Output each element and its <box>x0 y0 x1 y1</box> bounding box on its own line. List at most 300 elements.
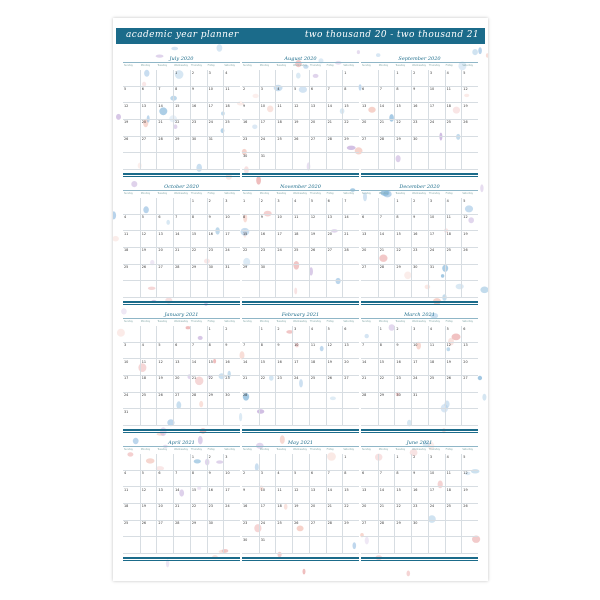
day-cell[interactable] <box>445 537 462 554</box>
day-cell[interactable]: 16 <box>223 359 240 376</box>
day-cell[interactable]: 28 <box>242 393 259 410</box>
day-cell[interactable]: 21 <box>378 504 395 521</box>
day-cell[interactable]: 30 <box>207 521 224 538</box>
day-cell[interactable]: 31 <box>259 537 276 554</box>
day-cell[interactable] <box>223 521 240 538</box>
day-cell[interactable]: 5 <box>309 198 326 215</box>
day-cell[interactable]: 1 <box>378 326 395 343</box>
day-cell[interactable] <box>445 409 462 426</box>
day-cell[interactable]: 3 <box>223 198 240 215</box>
day-cell[interactable]: 14 <box>190 359 207 376</box>
day-cell[interactable]: 12 <box>461 215 478 232</box>
day-cell[interactable]: 22 <box>259 376 276 393</box>
day-cell[interactable]: 26 <box>445 376 462 393</box>
day-cell[interactable]: 2 <box>223 326 240 343</box>
day-cell[interactable]: 4 <box>445 198 462 215</box>
day-cell[interactable] <box>242 70 259 87</box>
day-cell[interactable]: 14 <box>342 215 359 232</box>
day-cell[interactable]: 13 <box>309 103 326 120</box>
day-cell[interactable] <box>309 409 326 426</box>
day-cell[interactable]: 23 <box>411 248 428 265</box>
day-cell[interactable]: 18 <box>275 120 292 137</box>
day-cell[interactable]: 5 <box>123 87 140 104</box>
day-cell[interactable]: 8 <box>242 215 259 232</box>
day-cell[interactable]: 6 <box>309 471 326 488</box>
day-cell[interactable]: 23 <box>411 120 428 137</box>
day-cell[interactable]: 16 <box>411 103 428 120</box>
day-cell[interactable]: 29 <box>207 393 224 410</box>
day-cell[interactable] <box>445 521 462 538</box>
day-cell[interactable]: 22 <box>207 376 224 393</box>
day-cell[interactable] <box>173 326 190 343</box>
day-cell[interactable]: 8 <box>173 87 190 104</box>
day-cell[interactable]: 9 <box>411 215 428 232</box>
day-cell[interactable]: 24 <box>123 393 140 410</box>
day-cell[interactable]: 2 <box>190 70 207 87</box>
day-cell[interactable]: 13 <box>361 103 378 120</box>
day-cell[interactable]: 9 <box>223 343 240 360</box>
day-cell[interactable]: 22 <box>173 120 190 137</box>
day-cell[interactable]: 22 <box>394 504 411 521</box>
day-cell[interactable]: 11 <box>123 231 140 248</box>
day-cell[interactable]: 16 <box>394 359 411 376</box>
day-cell[interactable]: 20 <box>309 120 326 137</box>
day-cell[interactable]: 25 <box>123 265 140 282</box>
day-cell[interactable]: 13 <box>361 487 378 504</box>
day-cell[interactable] <box>156 537 173 554</box>
day-cell[interactable]: 8 <box>259 343 276 360</box>
day-cell[interactable]: 27 <box>342 376 359 393</box>
day-cell[interactable]: 19 <box>123 120 140 137</box>
day-cell[interactable]: 15 <box>378 359 395 376</box>
day-cell[interactable]: 12 <box>140 231 157 248</box>
day-cell[interactable]: 4 <box>123 215 140 232</box>
day-cell[interactable]: 31 <box>223 265 240 282</box>
day-cell[interactable]: 28 <box>378 137 395 154</box>
day-cell[interactable] <box>242 409 259 426</box>
day-cell[interactable]: 17 <box>428 231 445 248</box>
day-cell[interactable]: 2 <box>275 326 292 343</box>
day-cell[interactable]: 28 <box>326 521 343 538</box>
day-cell[interactable]: 7 <box>378 471 395 488</box>
day-cell[interactable] <box>292 409 309 426</box>
day-cell[interactable]: 6 <box>326 198 343 215</box>
day-cell[interactable] <box>394 281 411 298</box>
day-cell[interactable] <box>292 70 309 87</box>
day-cell[interactable]: 12 <box>445 343 462 360</box>
day-cell[interactable]: 15 <box>394 231 411 248</box>
day-cell[interactable]: 1 <box>394 454 411 471</box>
day-cell[interactable]: 2 <box>411 198 428 215</box>
day-cell[interactable]: 4 <box>428 326 445 343</box>
day-cell[interactable] <box>207 409 224 426</box>
day-cell[interactable]: 15 <box>190 231 207 248</box>
day-cell[interactable]: 11 <box>123 487 140 504</box>
day-cell[interactable]: 24 <box>223 248 240 265</box>
day-cell[interactable]: 10 <box>123 359 140 376</box>
day-cell[interactable]: 7 <box>242 343 259 360</box>
day-cell[interactable]: 16 <box>207 487 224 504</box>
day-cell[interactable]: 22 <box>342 120 359 137</box>
day-cell[interactable]: 31 <box>123 409 140 426</box>
day-cell[interactable]: 6 <box>156 471 173 488</box>
day-cell[interactable]: 12 <box>123 103 140 120</box>
day-cell[interactable]: 13 <box>309 487 326 504</box>
day-cell[interactable]: 13 <box>326 215 343 232</box>
day-cell[interactable] <box>361 198 378 215</box>
day-cell[interactable]: 19 <box>326 359 343 376</box>
day-cell[interactable]: 17 <box>259 120 276 137</box>
day-cell[interactable]: 28 <box>173 521 190 538</box>
day-cell[interactable]: 4 <box>275 471 292 488</box>
day-cell[interactable] <box>140 281 157 298</box>
day-cell[interactable]: 30 <box>207 265 224 282</box>
day-cell[interactable]: 18 <box>123 248 140 265</box>
day-cell[interactable]: 18 <box>428 359 445 376</box>
day-cell[interactable]: 15 <box>342 103 359 120</box>
day-cell[interactable]: 10 <box>259 103 276 120</box>
day-cell[interactable]: 6 <box>309 87 326 104</box>
day-cell[interactable]: 28 <box>326 137 343 154</box>
day-cell[interactable] <box>123 281 140 298</box>
day-cell[interactable] <box>292 265 309 282</box>
day-cell[interactable]: 29 <box>190 521 207 538</box>
day-cell[interactable]: 14 <box>326 103 343 120</box>
day-cell[interactable] <box>207 537 224 554</box>
day-cell[interactable]: 12 <box>309 215 326 232</box>
day-cell[interactable] <box>173 281 190 298</box>
day-cell[interactable]: 25 <box>123 521 140 538</box>
day-cell[interactable] <box>275 454 292 471</box>
day-cell[interactable] <box>275 70 292 87</box>
day-cell[interactable]: 22 <box>378 376 395 393</box>
day-cell[interactable]: 16 <box>411 231 428 248</box>
day-cell[interactable]: 9 <box>411 471 428 488</box>
day-cell[interactable]: 8 <box>378 343 395 360</box>
day-cell[interactable]: 10 <box>292 343 309 360</box>
day-cell[interactable]: 28 <box>378 265 395 282</box>
day-cell[interactable]: 21 <box>326 504 343 521</box>
day-cell[interactable] <box>140 153 157 170</box>
day-cell[interactable]: 26 <box>292 521 309 538</box>
day-cell[interactable]: 11 <box>275 103 292 120</box>
day-cell[interactable] <box>361 454 378 471</box>
day-cell[interactable]: 12 <box>326 343 343 360</box>
day-cell[interactable]: 18 <box>445 103 462 120</box>
day-cell[interactable] <box>140 70 157 87</box>
day-cell[interactable]: 16 <box>242 504 259 521</box>
day-cell[interactable]: 21 <box>173 504 190 521</box>
day-cell[interactable]: 28 <box>156 137 173 154</box>
day-cell[interactable]: 11 <box>445 215 462 232</box>
day-cell[interactable] <box>361 70 378 87</box>
day-cell[interactable] <box>326 454 343 471</box>
day-cell[interactable] <box>173 153 190 170</box>
day-cell[interactable]: 14 <box>173 231 190 248</box>
day-cell[interactable]: 31 <box>259 153 276 170</box>
day-cell[interactable] <box>461 393 478 410</box>
day-cell[interactable]: 5 <box>292 87 309 104</box>
day-cell[interactable]: 26 <box>140 265 157 282</box>
day-cell[interactable] <box>259 454 276 471</box>
day-cell[interactable] <box>428 281 445 298</box>
day-cell[interactable]: 20 <box>361 120 378 137</box>
day-cell[interactable]: 27 <box>361 521 378 538</box>
day-cell[interactable] <box>461 137 478 154</box>
day-cell[interactable]: 1 <box>259 326 276 343</box>
day-cell[interactable]: 8 <box>342 471 359 488</box>
day-cell[interactable]: 4 <box>123 471 140 488</box>
day-cell[interactable] <box>445 137 462 154</box>
day-cell[interactable]: 13 <box>342 343 359 360</box>
day-cell[interactable]: 13 <box>156 231 173 248</box>
day-cell[interactable]: 5 <box>140 215 157 232</box>
day-cell[interactable]: 27 <box>326 248 343 265</box>
day-cell[interactable] <box>123 537 140 554</box>
day-cell[interactable]: 25 <box>309 376 326 393</box>
day-cell[interactable]: 3 <box>428 198 445 215</box>
day-cell[interactable]: 20 <box>361 248 378 265</box>
day-cell[interactable]: 19 <box>461 231 478 248</box>
day-cell[interactable] <box>378 454 395 471</box>
day-cell[interactable] <box>461 281 478 298</box>
day-cell[interactable] <box>394 153 411 170</box>
day-cell[interactable]: 17 <box>292 359 309 376</box>
day-cell[interactable] <box>190 409 207 426</box>
day-cell[interactable]: 2 <box>411 454 428 471</box>
day-cell[interactable]: 12 <box>461 471 478 488</box>
day-cell[interactable]: 17 <box>123 376 140 393</box>
day-cell[interactable]: 6 <box>361 471 378 488</box>
day-cell[interactable] <box>378 70 395 87</box>
day-cell[interactable] <box>173 537 190 554</box>
day-cell[interactable]: 11 <box>140 359 157 376</box>
day-cell[interactable]: 11 <box>275 487 292 504</box>
day-cell[interactable] <box>326 70 343 87</box>
day-cell[interactable] <box>275 265 292 282</box>
day-cell[interactable]: 24 <box>259 137 276 154</box>
day-cell[interactable]: 1 <box>342 454 359 471</box>
day-cell[interactable]: 21 <box>342 231 359 248</box>
day-cell[interactable] <box>275 409 292 426</box>
day-cell[interactable]: 15 <box>242 231 259 248</box>
day-cell[interactable]: 30 <box>394 393 411 410</box>
day-cell[interactable]: 19 <box>140 504 157 521</box>
day-cell[interactable]: 7 <box>173 471 190 488</box>
day-cell[interactable]: 24 <box>223 504 240 521</box>
day-cell[interactable]: 18 <box>445 487 462 504</box>
day-cell[interactable]: 24 <box>292 376 309 393</box>
day-cell[interactable]: 29 <box>190 265 207 282</box>
day-cell[interactable] <box>394 409 411 426</box>
day-cell[interactable]: 27 <box>461 376 478 393</box>
day-cell[interactable]: 20 <box>342 359 359 376</box>
day-cell[interactable]: 6 <box>342 326 359 343</box>
day-cell[interactable]: 21 <box>378 120 395 137</box>
day-cell[interactable]: 7 <box>173 215 190 232</box>
day-cell[interactable]: 25 <box>140 393 157 410</box>
day-cell[interactable]: 17 <box>259 504 276 521</box>
day-cell[interactable]: 8 <box>190 215 207 232</box>
day-cell[interactable]: 17 <box>428 487 445 504</box>
day-cell[interactable]: 6 <box>173 343 190 360</box>
day-cell[interactable] <box>378 153 395 170</box>
day-cell[interactable]: 27 <box>361 265 378 282</box>
day-cell[interactable]: 25 <box>275 521 292 538</box>
day-cell[interactable]: 15 <box>394 487 411 504</box>
day-cell[interactable]: 11 <box>428 343 445 360</box>
day-cell[interactable] <box>292 393 309 410</box>
day-cell[interactable] <box>140 326 157 343</box>
day-cell[interactable]: 12 <box>292 487 309 504</box>
day-cell[interactable]: 2 <box>242 471 259 488</box>
day-cell[interactable]: 18 <box>445 231 462 248</box>
day-cell[interactable]: 28 <box>361 393 378 410</box>
day-cell[interactable]: 13 <box>361 231 378 248</box>
day-cell[interactable] <box>292 454 309 471</box>
day-cell[interactable]: 14 <box>378 103 395 120</box>
day-cell[interactable] <box>309 454 326 471</box>
day-cell[interactable] <box>140 537 157 554</box>
day-cell[interactable] <box>259 281 276 298</box>
day-cell[interactable]: 1 <box>394 70 411 87</box>
day-cell[interactable] <box>378 537 395 554</box>
day-cell[interactable]: 3 <box>275 198 292 215</box>
day-cell[interactable]: 16 <box>242 120 259 137</box>
day-cell[interactable]: 30 <box>411 521 428 538</box>
day-cell[interactable]: 30 <box>242 537 259 554</box>
day-cell[interactable] <box>190 153 207 170</box>
day-cell[interactable]: 8 <box>394 215 411 232</box>
day-cell[interactable]: 25 <box>223 120 240 137</box>
day-cell[interactable]: 1 <box>173 70 190 87</box>
day-cell[interactable]: 29 <box>242 265 259 282</box>
day-cell[interactable] <box>123 198 140 215</box>
day-cell[interactable]: 21 <box>190 376 207 393</box>
day-cell[interactable]: 29 <box>342 521 359 538</box>
day-cell[interactable]: 24 <box>428 248 445 265</box>
day-cell[interactable] <box>326 265 343 282</box>
day-cell[interactable] <box>259 393 276 410</box>
day-cell[interactable] <box>259 70 276 87</box>
day-cell[interactable] <box>428 393 445 410</box>
day-cell[interactable]: 10 <box>428 471 445 488</box>
day-cell[interactable]: 19 <box>156 376 173 393</box>
day-cell[interactable]: 4 <box>309 326 326 343</box>
day-cell[interactable]: 19 <box>292 504 309 521</box>
day-cell[interactable]: 3 <box>223 454 240 471</box>
day-cell[interactable]: 11 <box>445 87 462 104</box>
day-cell[interactable]: 9 <box>207 215 224 232</box>
day-cell[interactable] <box>223 137 240 154</box>
day-cell[interactable] <box>361 537 378 554</box>
day-cell[interactable]: 27 <box>309 137 326 154</box>
day-cell[interactable] <box>156 326 173 343</box>
day-cell[interactable] <box>309 265 326 282</box>
day-cell[interactable] <box>309 153 326 170</box>
day-cell[interactable]: 20 <box>173 376 190 393</box>
day-cell[interactable] <box>190 537 207 554</box>
day-cell[interactable]: 30 <box>242 153 259 170</box>
day-cell[interactable]: 10 <box>223 471 240 488</box>
day-cell[interactable]: 8 <box>394 471 411 488</box>
day-cell[interactable] <box>411 537 428 554</box>
day-cell[interactable]: 21 <box>361 376 378 393</box>
day-cell[interactable]: 22 <box>190 248 207 265</box>
day-cell[interactable] <box>190 281 207 298</box>
day-cell[interactable]: 17 <box>223 231 240 248</box>
day-cell[interactable]: 18 <box>292 231 309 248</box>
day-cell[interactable] <box>411 153 428 170</box>
day-cell[interactable] <box>156 153 173 170</box>
day-cell[interactable] <box>461 537 478 554</box>
day-cell[interactable] <box>461 265 478 282</box>
day-cell[interactable]: 15 <box>394 103 411 120</box>
day-cell[interactable]: 24 <box>275 248 292 265</box>
day-cell[interactable]: 10 <box>411 343 428 360</box>
day-cell[interactable]: 18 <box>140 376 157 393</box>
day-cell[interactable]: 12 <box>140 487 157 504</box>
day-cell[interactable]: 8 <box>190 471 207 488</box>
day-cell[interactable]: 7 <box>378 215 395 232</box>
day-cell[interactable]: 23 <box>207 248 224 265</box>
day-cell[interactable]: 19 <box>461 487 478 504</box>
day-cell[interactable]: 15 <box>342 487 359 504</box>
day-cell[interactable]: 23 <box>394 376 411 393</box>
day-cell[interactable]: 20 <box>140 120 157 137</box>
day-cell[interactable]: 31 <box>207 137 224 154</box>
day-cell[interactable]: 15 <box>259 359 276 376</box>
day-cell[interactable]: 3 <box>207 70 224 87</box>
day-cell[interactable]: 4 <box>292 198 309 215</box>
day-cell[interactable] <box>428 409 445 426</box>
day-cell[interactable]: 23 <box>259 248 276 265</box>
day-cell[interactable]: 18 <box>309 359 326 376</box>
day-cell[interactable]: 20 <box>326 231 343 248</box>
day-cell[interactable] <box>411 281 428 298</box>
day-cell[interactable] <box>292 537 309 554</box>
day-cell[interactable]: 8 <box>342 87 359 104</box>
day-cell[interactable]: 6 <box>156 215 173 232</box>
day-cell[interactable]: 14 <box>326 487 343 504</box>
day-cell[interactable]: 14 <box>173 487 190 504</box>
day-cell[interactable]: 26 <box>461 504 478 521</box>
day-cell[interactable]: 10 <box>207 87 224 104</box>
day-cell[interactable]: 17 <box>275 231 292 248</box>
day-cell[interactable]: 7 <box>190 343 207 360</box>
day-cell[interactable]: 20 <box>156 504 173 521</box>
day-cell[interactable] <box>173 409 190 426</box>
day-cell[interactable]: 3 <box>428 70 445 87</box>
day-cell[interactable]: 19 <box>445 359 462 376</box>
day-cell[interactable]: 16 <box>190 103 207 120</box>
day-cell[interactable] <box>461 409 478 426</box>
day-cell[interactable] <box>394 537 411 554</box>
day-cell[interactable]: 9 <box>190 87 207 104</box>
day-cell[interactable] <box>342 393 359 410</box>
day-cell[interactable] <box>309 537 326 554</box>
day-cell[interactable]: 24 <box>207 120 224 137</box>
day-cell[interactable]: 25 <box>275 137 292 154</box>
day-cell[interactable]: 23 <box>207 504 224 521</box>
day-cell[interactable]: 10 <box>275 215 292 232</box>
day-cell[interactable] <box>275 281 292 298</box>
day-cell[interactable] <box>411 409 428 426</box>
day-cell[interactable]: 12 <box>461 87 478 104</box>
day-cell[interactable] <box>361 153 378 170</box>
day-cell[interactable]: 16 <box>275 359 292 376</box>
day-cell[interactable] <box>207 153 224 170</box>
